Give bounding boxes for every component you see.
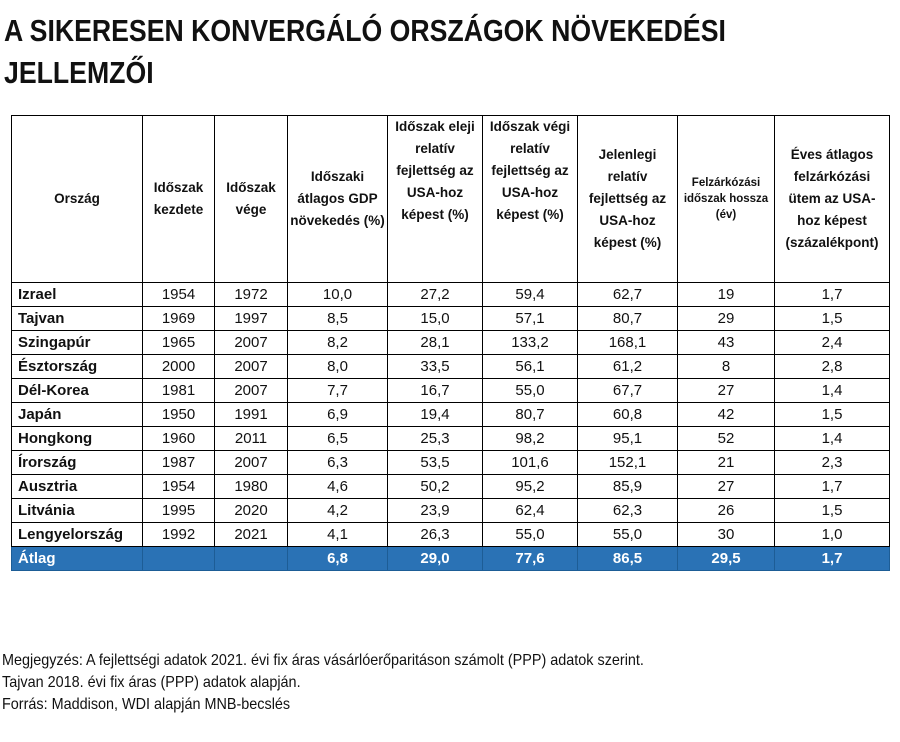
country-cell: Japán bbox=[12, 403, 143, 427]
notes bbox=[2, 650, 644, 716]
note-methodology: Megjegyzés: A fejlettségi adatok 2021. évi fix áras vásárlóerőparitáson számolt (PPP) adatok szerint. bbox=[2, 652, 644, 669]
value-cell: 8,5 bbox=[288, 307, 388, 331]
value-cell: 62,3 bbox=[578, 499, 678, 523]
value-cell: 4,2 bbox=[288, 499, 388, 523]
value-cell: 2,4 bbox=[775, 331, 890, 355]
table-row bbox=[12, 451, 890, 475]
value-cell: 2007 bbox=[215, 379, 288, 403]
value-cell: 1,4 bbox=[775, 379, 890, 403]
note-taiwan: Tajvan 2018. évi fix áras (PPP) adatok alapján. bbox=[2, 674, 301, 691]
value-cell: 56,1 bbox=[483, 355, 578, 379]
value-cell: 2007 bbox=[215, 355, 288, 379]
header-start-relative-dev: Időszak eleji relatív fejlettség az USA-hoz képest (%) bbox=[388, 116, 483, 283]
value-cell: 80,7 bbox=[483, 403, 578, 427]
table-row bbox=[12, 355, 890, 379]
value-cell: 52 bbox=[678, 427, 775, 451]
value-cell: 1997 bbox=[215, 307, 288, 331]
value-cell: 26 bbox=[678, 499, 775, 523]
average-value: 1,7 bbox=[775, 547, 890, 571]
value-cell: 1950 bbox=[143, 403, 215, 427]
average-value: 6,8 bbox=[288, 547, 388, 571]
page-title bbox=[4, 10, 761, 94]
average-value bbox=[215, 547, 288, 571]
value-cell: 8,0 bbox=[288, 355, 388, 379]
table-row bbox=[12, 403, 890, 427]
average-value bbox=[143, 547, 215, 571]
average-row bbox=[12, 547, 890, 571]
value-cell: 62,4 bbox=[483, 499, 578, 523]
value-cell: 1987 bbox=[143, 451, 215, 475]
header-catchup-pace: Éves átlagos felzárkózási ütem az USA-hoz képest (százalékpont) bbox=[775, 116, 890, 283]
value-cell: 1992 bbox=[143, 523, 215, 547]
value-cell: 1980 bbox=[215, 475, 288, 499]
value-cell: 2,8 bbox=[775, 355, 890, 379]
header-catchup-length: Felzárkózási időszak hossza (év) bbox=[678, 116, 775, 283]
value-cell: 8 bbox=[678, 355, 775, 379]
value-cell: 27,2 bbox=[388, 283, 483, 307]
value-cell: 61,2 bbox=[578, 355, 678, 379]
header-period-end: Időszak vége bbox=[215, 116, 288, 283]
header-country: Ország bbox=[12, 116, 143, 283]
country-cell: Litvánia bbox=[12, 499, 143, 523]
table-header-row bbox=[12, 116, 890, 283]
value-cell: 133,2 bbox=[483, 331, 578, 355]
value-cell: 15,0 bbox=[388, 307, 483, 331]
value-cell: 55,0 bbox=[578, 523, 678, 547]
value-cell: 1954 bbox=[143, 475, 215, 499]
value-cell: 2011 bbox=[215, 427, 288, 451]
country-cell: Tajvan bbox=[12, 307, 143, 331]
value-cell: 55,0 bbox=[483, 379, 578, 403]
country-cell: Ausztria bbox=[12, 475, 143, 499]
value-cell: 1,0 bbox=[775, 523, 890, 547]
average-value: 86,5 bbox=[578, 547, 678, 571]
table-row bbox=[12, 523, 890, 547]
value-cell: 1981 bbox=[143, 379, 215, 403]
value-cell: 29 bbox=[678, 307, 775, 331]
table-row bbox=[12, 379, 890, 403]
header-end-relative-dev: Időszak végi relatív fejlettség az USA-hoz képest (%) bbox=[483, 116, 578, 283]
value-cell: 8,2 bbox=[288, 331, 388, 355]
table-row bbox=[12, 475, 890, 499]
value-cell: 62,7 bbox=[578, 283, 678, 307]
value-cell: 85,9 bbox=[578, 475, 678, 499]
value-cell: 1,7 bbox=[775, 475, 890, 499]
value-cell: 60,8 bbox=[578, 403, 678, 427]
country-cell: Írország bbox=[12, 451, 143, 475]
value-cell: 1,5 bbox=[775, 307, 890, 331]
value-cell: 25,3 bbox=[388, 427, 483, 451]
value-cell: 1,5 bbox=[775, 499, 890, 523]
table-row bbox=[12, 283, 890, 307]
country-cell: Szingapúr bbox=[12, 331, 143, 355]
average-value: 77,6 bbox=[483, 547, 578, 571]
value-cell: 2021 bbox=[215, 523, 288, 547]
value-cell: 1,5 bbox=[775, 403, 890, 427]
value-cell: 23,9 bbox=[388, 499, 483, 523]
value-cell: 4,1 bbox=[288, 523, 388, 547]
header-gdp-growth: Időszaki átlagos GDP növekedés (%) bbox=[288, 116, 388, 283]
convergence-table bbox=[11, 115, 890, 571]
country-cell: Hongkong bbox=[12, 427, 143, 451]
value-cell: 1960 bbox=[143, 427, 215, 451]
value-cell: 2,3 bbox=[775, 451, 890, 475]
value-cell: 59,4 bbox=[483, 283, 578, 307]
value-cell: 7,7 bbox=[288, 379, 388, 403]
value-cell: 2007 bbox=[215, 331, 288, 355]
title-line-2: JELLEMZŐI bbox=[4, 55, 154, 90]
value-cell: 30 bbox=[678, 523, 775, 547]
value-cell: 50,2 bbox=[388, 475, 483, 499]
header-current-relative-dev: Jelenlegi relatív fejlettség az USA-hoz képest (%) bbox=[578, 116, 678, 283]
value-cell: 67,7 bbox=[578, 379, 678, 403]
value-cell: 2007 bbox=[215, 451, 288, 475]
value-cell: 19,4 bbox=[388, 403, 483, 427]
value-cell: 55,0 bbox=[483, 523, 578, 547]
country-cell: Izrael bbox=[12, 283, 143, 307]
value-cell: 80,7 bbox=[578, 307, 678, 331]
value-cell: 27 bbox=[678, 475, 775, 499]
value-cell: 2000 bbox=[143, 355, 215, 379]
value-cell: 53,5 bbox=[388, 451, 483, 475]
title-line-1: A SIKERESEN KONVERGÁLÓ ORSZÁGOK NÖVEKEDÉSI bbox=[4, 13, 726, 48]
table-row bbox=[12, 331, 890, 355]
value-cell: 1991 bbox=[215, 403, 288, 427]
value-cell: 1,7 bbox=[775, 283, 890, 307]
value-cell: 28,1 bbox=[388, 331, 483, 355]
value-cell: 152,1 bbox=[578, 451, 678, 475]
value-cell: 95,1 bbox=[578, 427, 678, 451]
value-cell: 1954 bbox=[143, 283, 215, 307]
value-cell: 6,3 bbox=[288, 451, 388, 475]
value-cell: 1965 bbox=[143, 331, 215, 355]
average-label: Átlag bbox=[12, 547, 143, 571]
value-cell: 1972 bbox=[215, 283, 288, 307]
average-value: 29,5 bbox=[678, 547, 775, 571]
value-cell: 27 bbox=[678, 379, 775, 403]
value-cell: 168,1 bbox=[578, 331, 678, 355]
value-cell: 6,9 bbox=[288, 403, 388, 427]
value-cell: 1969 bbox=[143, 307, 215, 331]
value-cell: 6,5 bbox=[288, 427, 388, 451]
country-cell: Dél-Korea bbox=[12, 379, 143, 403]
country-cell: Lengyelország bbox=[12, 523, 143, 547]
note-source: Forrás: Maddison, WDI alapján MNB-becslés bbox=[2, 696, 291, 713]
value-cell: 10,0 bbox=[288, 283, 388, 307]
table-body bbox=[12, 283, 890, 571]
value-cell: 21 bbox=[678, 451, 775, 475]
value-cell: 4,6 bbox=[288, 475, 388, 499]
table-row bbox=[12, 499, 890, 523]
average-value: 29,0 bbox=[388, 547, 483, 571]
value-cell: 1995 bbox=[143, 499, 215, 523]
table-row bbox=[12, 427, 890, 451]
header-period-start: Időszak kezdete bbox=[143, 116, 215, 283]
value-cell: 57,1 bbox=[483, 307, 578, 331]
value-cell: 19 bbox=[678, 283, 775, 307]
value-cell: 33,5 bbox=[388, 355, 483, 379]
value-cell: 2020 bbox=[215, 499, 288, 523]
value-cell: 98,2 bbox=[483, 427, 578, 451]
value-cell: 26,3 bbox=[388, 523, 483, 547]
table-row bbox=[12, 307, 890, 331]
value-cell: 101,6 bbox=[483, 451, 578, 475]
value-cell: 95,2 bbox=[483, 475, 578, 499]
country-cell: Észtország bbox=[12, 355, 143, 379]
value-cell: 16,7 bbox=[388, 379, 483, 403]
value-cell: 43 bbox=[678, 331, 775, 355]
value-cell: 42 bbox=[678, 403, 775, 427]
value-cell: 1,4 bbox=[775, 427, 890, 451]
